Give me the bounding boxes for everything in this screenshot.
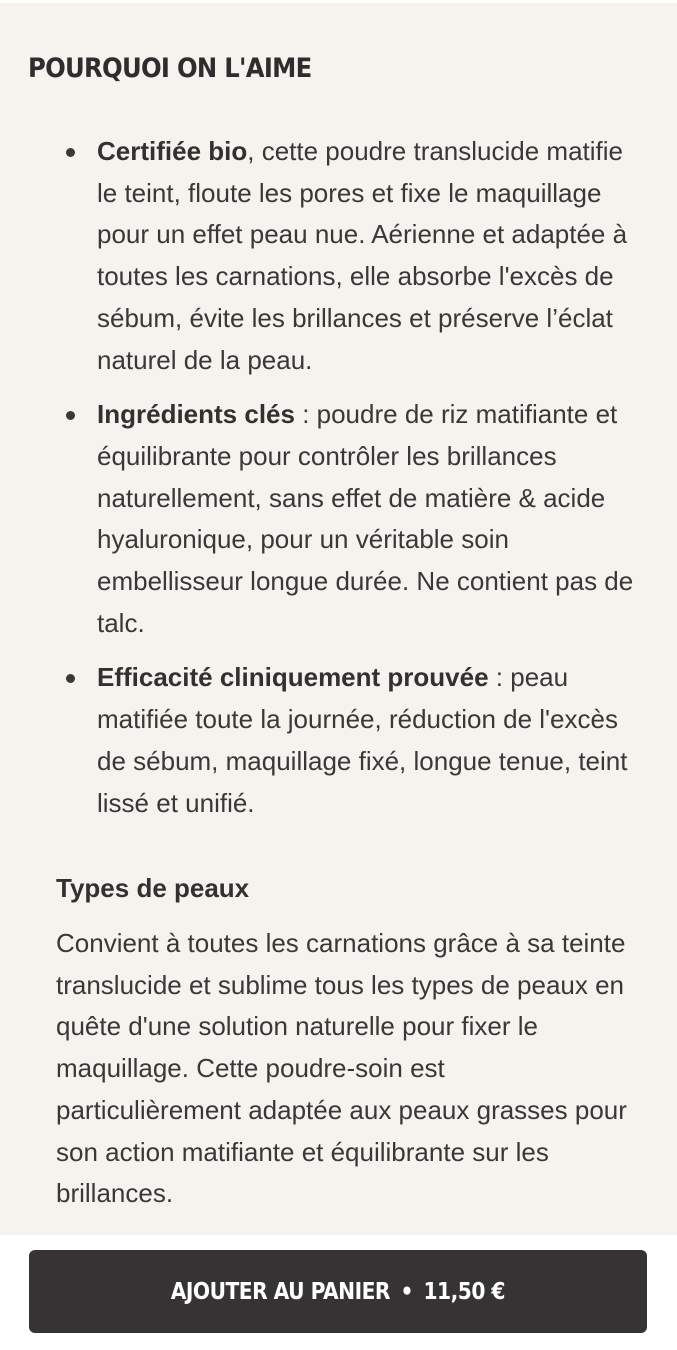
price-label: 11,50 € [423, 1278, 506, 1305]
add-to-cart-label: AJOUTER AU PANIER [170, 1278, 391, 1305]
bullet-icon [66, 411, 75, 420]
section-title: POURQUOI ON L'AIME [28, 53, 312, 84]
add-to-cart-content [171, 1279, 505, 1305]
bullet-icon [66, 148, 75, 157]
benefit-highlight: Ingrédients clés [97, 399, 295, 430]
add-to-cart-button[interactable] [29, 1250, 647, 1333]
benefit-text: : poudre de riz matifiante et équilibrante pour contrôler les brillances naturellement, sans effet de matière & acide hyaluronique, pour un véritable soin embellisseur longue durée. Ne contient pas de talc. [97, 399, 634, 638]
product-details-panel [0, 3, 677, 1235]
benefit-item [97, 394, 642, 644]
benefit-text: , cette poudre translucide matifie le teint, floute les pores et fixe le maquillage pour un effet peau nue. Aérienne et adaptée à toutes les carnations, elle absorbe l'excès de sébum, évite les brillances et préserve l’éclat naturel de la peau. [97, 136, 628, 375]
skin-types-description: Convient à toutes les carnations grâce à sa teinte translucide et sublime tous les types de peaux en quête d'une solution naturelle pour fixer le maquillage. Cette poudre-soin est particulièrement adaptée aux peaux grasses pour son action matifiante et équilibrante sur les brillances. [56, 928, 627, 1209]
benefit-highlight: Efficacité cliniquement prouvée [97, 662, 489, 693]
benefit-highlight: Certifiée bio [97, 136, 248, 166]
benefit-item [97, 657, 642, 824]
benefits-list [97, 131, 642, 837]
separator-dot-icon: • [400, 1278, 414, 1305]
skin-types-title: Types de peaux [56, 873, 250, 903]
benefit-text: : peau matifiée toute la journée, réduction de l'excès de sébum, maquillage fixé, longue tenue, teint lissé et unifié. [97, 662, 628, 818]
bullet-icon [66, 674, 75, 683]
benefit-item [97, 131, 642, 381]
